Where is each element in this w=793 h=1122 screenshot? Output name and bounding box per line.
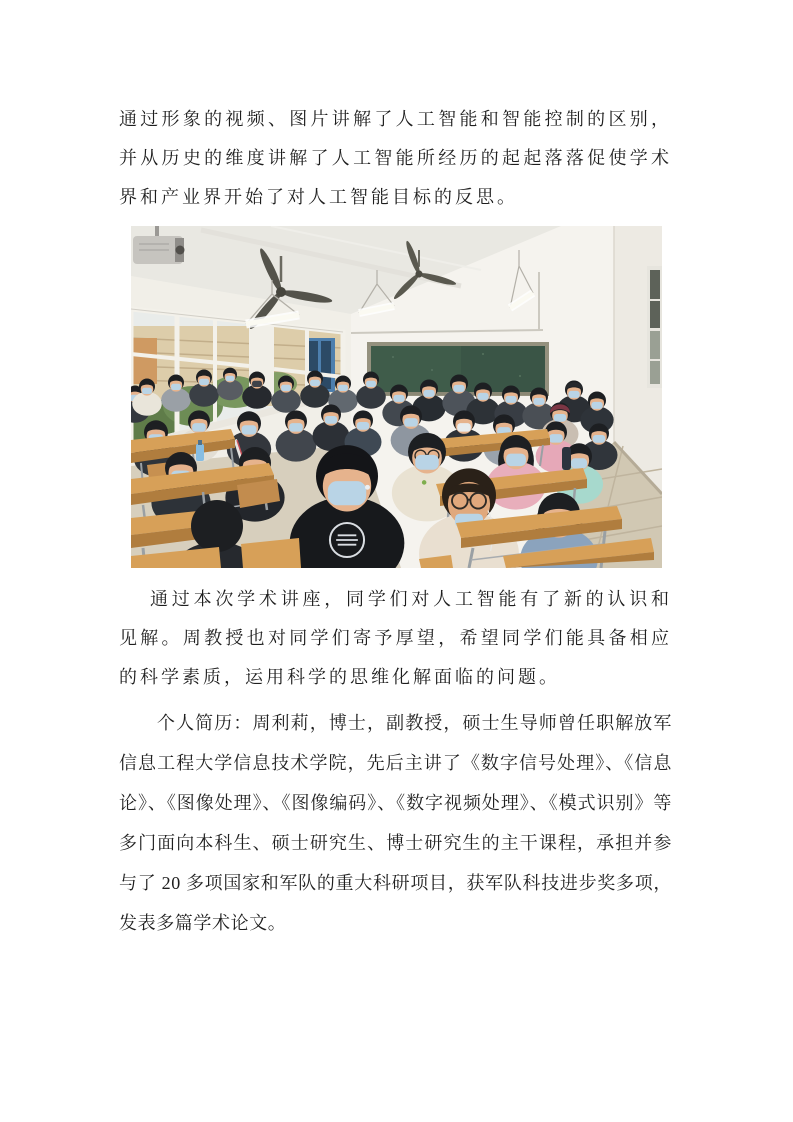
face-mask	[457, 423, 471, 432]
face-mask	[325, 416, 337, 424]
face-mask	[415, 455, 439, 470]
face-mask	[453, 385, 464, 392]
face-mask	[328, 481, 366, 505]
face-mask	[591, 402, 602, 409]
face-mask	[505, 396, 516, 403]
face-mask	[533, 398, 544, 405]
face-mask	[571, 458, 587, 468]
earbud	[365, 485, 370, 490]
face-mask	[142, 388, 152, 394]
face-mask	[281, 385, 291, 391]
face-mask	[226, 376, 235, 381]
face-mask	[568, 391, 579, 398]
face-mask	[593, 435, 605, 443]
face-mask	[192, 423, 206, 432]
face-mask	[252, 381, 262, 387]
paragraph-intro: 通过形象的视频、图片讲解了人工智能和智能控制的区别，并从历史的维度讲解了人工智能所经历的起起落落促使学术界和产业界开始了对人工智能目标的反思。	[119, 109, 672, 207]
paragraph-bio: 个人简历：周利莉，博士，副教授，硕士生导师曾任职解放军信息工程大学信息技术学院，先后主讲了《数字信号处理》、《信息论》、《图像处理》、《图像编码》、《数字视频处理》、《模式识别》等多门面向本科生、硕士研究生、博士研究生的主干课程，承担并参与了 20 多项国家和军队的重大科研项目，获军队科技进步奖多项，发表多篇学术论文。	[119, 713, 672, 933]
face-mask	[404, 418, 418, 427]
face-mask	[477, 393, 488, 400]
classroom-photo-figure	[131, 226, 662, 568]
face-mask	[393, 395, 404, 402]
water-bottle-dark	[562, 447, 571, 470]
face-mask	[289, 423, 303, 432]
face-mask	[338, 385, 348, 391]
face-mask	[423, 390, 434, 397]
right-window	[647, 266, 662, 388]
classroom-photo	[131, 226, 662, 568]
water-bottle-blue	[196, 444, 204, 461]
face-mask	[242, 425, 257, 434]
face-mask	[366, 381, 376, 387]
document-content	[119, 0, 672, 943]
face-mask	[171, 384, 181, 390]
face-mask	[310, 380, 320, 386]
sweater-logo	[422, 480, 427, 485]
face-mask	[554, 414, 566, 422]
face-mask	[549, 434, 563, 443]
face-mask	[357, 422, 369, 430]
face-mask	[506, 454, 526, 466]
paragraph-summary: 通过本次学术讲座，同学们对人工智能有了新的认识和见解。周教授也对同学们寄予厚望，希望同学们能具备相应的科学素质，运用科学的思维化解面临的问题。	[119, 589, 672, 687]
face-mask	[199, 379, 209, 385]
